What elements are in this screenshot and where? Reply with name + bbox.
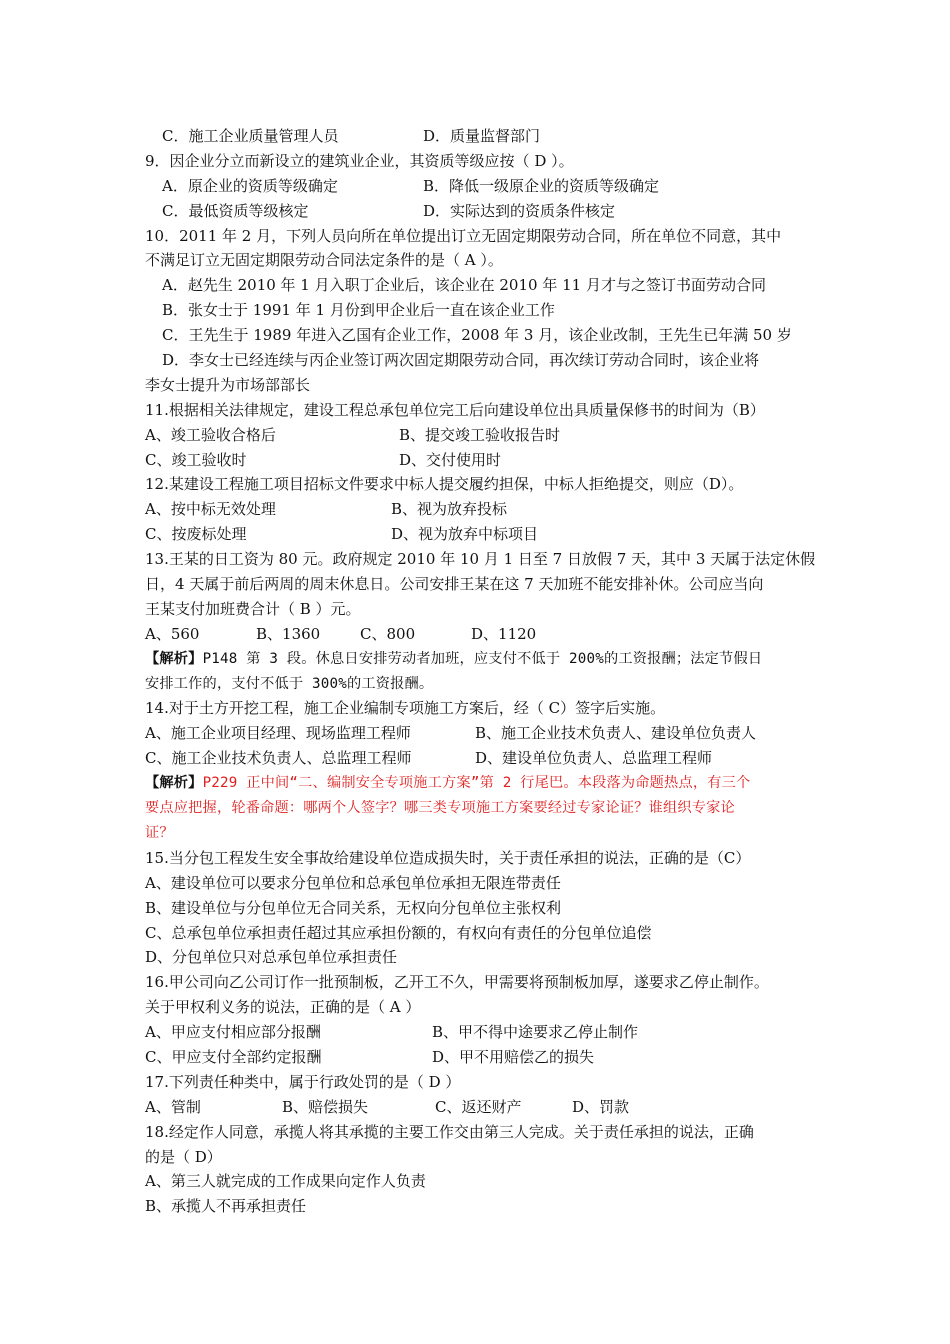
- option-row: [145, 1045, 845, 1070]
- option-text: B、1360: [256, 624, 321, 643]
- question-line: 11.根据相关法律规定，建设工程总承包单位完工后向建设单位出具质量保修书的时间为（B）: [145, 400, 765, 419]
- option-text: B、提交竣工验收报告时: [399, 425, 561, 444]
- question-line: 13.王某的日工资为 80 元。政府规定 2010 年 10 月 1 日至 7 日放假 7 天，其中 3 天属于法定休假: [145, 550, 816, 569]
- option-text: C、施工企业技术负责人、总监理工程师: [145, 749, 412, 768]
- option-row: [145, 522, 845, 547]
- option-row: [145, 721, 845, 746]
- option-row: [145, 622, 845, 647]
- option-row: [145, 497, 845, 522]
- option-row: [145, 124, 845, 149]
- option-text: B、视为放弃投标: [391, 500, 508, 519]
- option-text: A、按中标无效处理: [145, 500, 276, 519]
- question-line: 16.甲公司向乙公司订作一批预制板，乙开工不久，甲需要将预制板加厚，遂要求乙停止制作。: [145, 973, 769, 992]
- question-line: 的是（ D）: [145, 1147, 222, 1166]
- option-row: [145, 199, 845, 224]
- option-text: A、甲应支付相应部分报酬: [145, 1023, 321, 1042]
- analysis-label: 【解析】: [145, 650, 203, 667]
- option-text: A．原企业的资质等级确定: [162, 176, 338, 195]
- question-line: 17.下列责任种类中，属于行政处罚的是（ D ）: [145, 1072, 461, 1091]
- question-line: 李女士提升为市场部部长: [145, 375, 311, 394]
- analysis-label: 【解析】: [145, 775, 203, 792]
- option-line: A．赵先生 2010 年 1 月入职丁企业后，该企业在 2010 年 11 月才与之签订书面劳动合同: [162, 276, 766, 295]
- option-text: B．降低一级原企业的资质等级确定: [423, 176, 660, 195]
- question-line: 18.经定作人同意，承揽人将其承揽的主要工作交由第三人完成。关于责任承担的说法，正确: [145, 1122, 754, 1141]
- option-text: D．质量监督部门: [423, 127, 541, 145]
- option-row: [145, 423, 845, 448]
- option-text: A、竣工验收合格后: [145, 425, 276, 444]
- option-line: B．张女士于 1991 年 1 月份到甲企业后一直在该企业工作: [162, 301, 555, 320]
- question-line: 9．因企业分立而新设立的建筑业企业，其资质等级应按（ D ）。: [145, 151, 574, 170]
- option-text: C、返还财产: [435, 1097, 522, 1116]
- option-text: C、按废标处理: [145, 525, 247, 544]
- option-line: C、总承包单位承担责任超过其应承担份额的，有权向有责任的分包单位追偿: [145, 923, 652, 942]
- option-text: C．最低资质等级核定: [162, 201, 309, 220]
- option-line: D、分包单位只对总承包单位承担责任: [145, 948, 398, 967]
- analysis-text: P148 第 3 段。休息日安排劳动者加班，应支付不低于 200%的工资报酬；法定节假日: [202, 650, 763, 667]
- question-line: 关于甲权利义务的说法，正确的是（ A ）: [145, 998, 421, 1017]
- analysis-line: 要点应把握，轮番命题：哪两个人签字？哪三类专项施工方案要经过专家论证？谁组织专家论: [145, 800, 735, 817]
- option-line: C．王先生于 1989 年进入乙国有企业工作，2008 年 3 月，该企业改制，王先生已年满 50 岁: [162, 326, 792, 345]
- option-text: B、甲不得中途要求乙停止制作: [432, 1023, 639, 1042]
- option-line: B、建设单位与分包单位无合同关系，无权向分包单位主张权利: [145, 898, 562, 917]
- option-line: A、第三人就完成的工作成果向定作人负责: [145, 1172, 426, 1191]
- option-line: A、建设单位可以要求分包单位和总承包单位承担无限连带责任: [145, 873, 561, 892]
- option-text: C、竣工验收时: [145, 450, 247, 469]
- option-line: B、承揽人不再承担责任: [145, 1197, 307, 1216]
- question-line: 王某支付加班费合计（ B ）元。: [145, 599, 361, 618]
- question-line: 14.对于土方开挖工程，施工企业编制专项施工方案后，经（ C）签字后实施。: [145, 699, 666, 718]
- option-text: A、管制: [145, 1097, 201, 1116]
- option-row: [145, 448, 845, 473]
- document-body: [145, 124, 845, 1219]
- option-row: [145, 174, 845, 199]
- analysis-line: 证？: [145, 824, 174, 841]
- option-text: D、交付使用时: [399, 450, 502, 469]
- option-text: D、1120: [471, 624, 537, 643]
- option-text: A、施工企业项目经理、现场监理工程师: [145, 724, 411, 743]
- option-text: A、560: [145, 624, 200, 643]
- analysis-line: 安排工作的，支付不低于 300%的工资报酬。: [145, 675, 434, 692]
- question-line: 10．2011 年 2 月，下列人员向所在单位提出订立无固定期限劳动合同，所在单位不同意，其中: [145, 226, 782, 245]
- analysis-text: P229 正中间“二、编制安全专项施工方案”第 2 行尾巴。本段落为命题热点，有三个: [202, 775, 751, 792]
- question-line: 15.当分包工程发生安全事故给建设单位造成损失时，关于责任承担的说法，正确的是（C）: [145, 848, 751, 867]
- option-row: [145, 1020, 845, 1045]
- option-text: B、施工企业技术负责人、建设单位负责人: [475, 724, 757, 743]
- analysis-line: [145, 771, 845, 796]
- analysis-line: [145, 647, 845, 672]
- option-text: C．施工企业质量管理人员: [162, 127, 339, 145]
- option-text: D、罚款: [572, 1097, 630, 1116]
- option-line: D．李女士已经连续与丙企业签订两次固定期限劳动合同，再次续订劳动合同时，该企业将: [162, 351, 760, 370]
- option-text: C、甲应支付全部约定报酬: [145, 1047, 322, 1066]
- option-text: C、800: [360, 624, 416, 643]
- option-row: [145, 1095, 845, 1120]
- option-text: D、视为放弃中标项目: [391, 525, 539, 544]
- option-text: B、赔偿损失: [282, 1097, 369, 1116]
- option-text: D、甲不用赔偿乙的损失: [432, 1047, 595, 1066]
- option-text: D．实际达到的资质条件核定: [423, 201, 616, 220]
- question-line: 12.某建设工程施工项目招标文件要求中标人提交履约担保，中标人拒绝提交，则应（D）。: [145, 475, 744, 494]
- question-line: 日，4 天属于前后两周的周末休息日。公司安排王某在这 7 天加班不能安排补休。公司应当向: [145, 575, 764, 594]
- option-text: D、建设单位负责人、总监理工程师: [475, 749, 713, 768]
- option-row: [145, 746, 845, 771]
- question-line: 不满足订立无固定期限劳动合同法定条件的是（ A ）。: [145, 251, 503, 270]
